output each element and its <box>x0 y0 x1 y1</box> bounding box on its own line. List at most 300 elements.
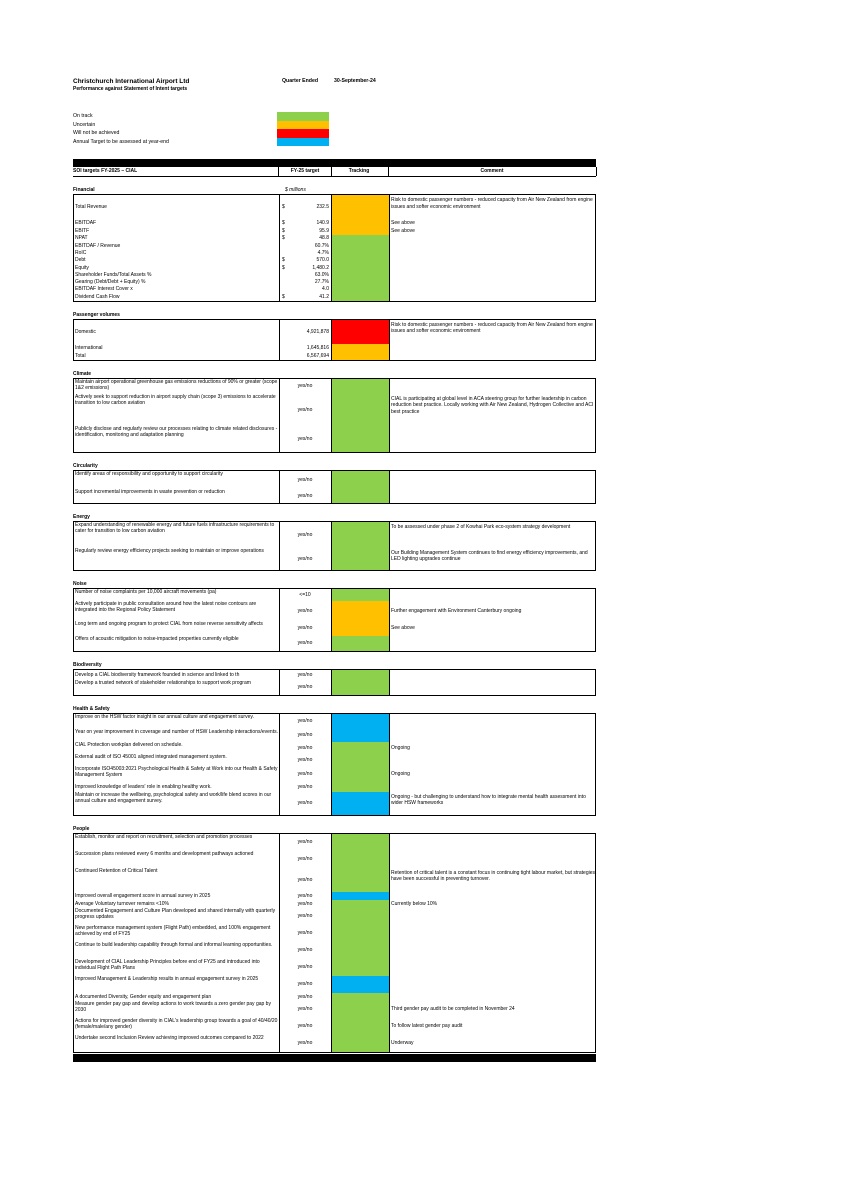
column-divider <box>389 834 390 1052</box>
table-row <box>74 601 595 621</box>
row-label: Maintain airport operational greenhouse gas emissions reductions of 90% or greater (scope 1&2 emissions) <box>75 379 278 392</box>
column-divider <box>389 670 390 695</box>
column-divider <box>331 670 332 695</box>
table-row <box>74 670 595 680</box>
table-row <box>74 320 595 344</box>
tracking-status-green <box>331 766 389 783</box>
tracking-status-green <box>331 489 389 503</box>
row-label: Actively seek to support reduction in airport supply chain (scope 3) emissions to accelerate transition to low carbon aviation <box>75 394 276 407</box>
fy25-target: 95.9 <box>319 228 329 235</box>
tracking-status-green <box>331 243 389 250</box>
fy25-target: yes/no <box>297 756 313 763</box>
column-divider <box>331 471 332 503</box>
legend-label: Will not be achieved <box>73 130 120 137</box>
column-divider <box>279 589 280 651</box>
sections-container <box>73 187 596 1053</box>
row-label: Improve on the HSW factor insight in our annual culture and engagement survey. <box>75 714 254 721</box>
tracking-status-blue <box>331 792 389 815</box>
quarter-date: 30-September-24 <box>334 78 376 84</box>
row-label: Measure gender pay gap and develop actions to work towards a zero gender pay gap by 2030 <box>75 1001 271 1014</box>
table-row <box>74 993 595 1001</box>
row-comment: Ongoing <box>391 744 410 751</box>
row-label: External audit of ISO 45001 aligned integrated management system. <box>75 754 227 761</box>
tracking-status-green <box>331 548 389 570</box>
table-row <box>74 257 595 264</box>
currency-symbol: $ <box>282 220 285 227</box>
report-page <box>73 78 596 1062</box>
section-unit: $ millions <box>285 187 306 194</box>
row-comment: CIAL is participating at global level in ACA steering group for further leadership in carbon reduction best practice. Locally working with Air New Zealand, Hydrogen Collective and ACI best practice <box>391 396 594 415</box>
fy25-target: yes/no <box>297 476 313 483</box>
tracking-status-green <box>331 868 389 892</box>
row-comment: Ongoing <box>391 771 410 778</box>
legend-label: On track <box>73 113 93 119</box>
fy25-target: 4,921,878 <box>306 328 329 335</box>
table-row <box>74 1035 595 1052</box>
fy25-target: yes/no <box>297 1006 313 1013</box>
fy25-target: yes/no <box>297 531 313 538</box>
company-title: Christchurch International Airport Ltd <box>73 78 190 85</box>
quarter-label: Quarter Ended <box>282 78 319 84</box>
tracking-status-green <box>331 636 389 651</box>
fy25-target: yes/no <box>297 744 313 751</box>
legend-label: Annual Target to be assessed at year-end <box>73 138 169 145</box>
fy25-target: yes/no <box>297 607 313 614</box>
fy25-target: 60.7% <box>314 242 329 249</box>
section-title-circularity <box>73 463 596 471</box>
table-row <box>74 925 595 942</box>
table-row <box>74 680 595 695</box>
fy25-target: yes/no <box>297 964 313 971</box>
row-label: Identify areas of responsibility and opportunity to support circularity <box>75 471 223 478</box>
row-label: Incorporate ISO45003:2021 Psychological Health & Safety at Work into our Health & Safety Management System <box>75 766 278 779</box>
fy25-target: yes/no <box>297 492 313 499</box>
table-row <box>74 489 595 503</box>
fy25-target: yes/no <box>297 913 313 920</box>
column-divider <box>389 195 390 301</box>
row-label: International <box>75 345 103 352</box>
tracking-status-green <box>331 272 389 279</box>
fy25-target: yes/no <box>297 625 313 632</box>
legend-item <box>73 138 596 147</box>
section-title-hsw <box>73 706 596 714</box>
section-body-biodiversity <box>73 670 596 696</box>
tracking-status-blue <box>331 892 389 900</box>
tracking-status-green <box>331 286 389 293</box>
fy25-target: yes/no <box>297 930 313 937</box>
row-label: Improved knowledge of leaders' role in enabling healthy work. <box>75 784 212 791</box>
row-label: EBITDAF <box>75 220 97 227</box>
section-title-climate <box>73 371 596 379</box>
section-title-text: Circularity <box>73 463 98 470</box>
fy25-target: yes/no <box>297 839 313 846</box>
row-label: Equity <box>75 264 89 271</box>
fy25-target: yes/no <box>297 732 313 739</box>
row-label: Documented Engagement and Culture Plan developed and shared internally with quarterly progress updates <box>75 908 276 921</box>
fy25-target: yes/no <box>297 406 313 413</box>
fy25-column-header: FY-25 target <box>278 167 332 176</box>
row-label: Offers of acoustic mitigation to noise-impacted properties currently eligible <box>75 636 239 643</box>
section-title-text: Passenger volumes <box>73 312 120 319</box>
tracking-status-green <box>331 379 389 394</box>
tracking-status-blue <box>331 729 389 742</box>
row-comment: To follow latest gender pay audit <box>391 1023 463 1030</box>
tracking-status-green <box>331 250 389 257</box>
currency-symbol: $ <box>282 257 285 264</box>
fy25-target: 140.9 <box>316 220 329 227</box>
column-divider <box>331 834 332 1052</box>
tracking-status-green <box>331 925 389 942</box>
fy25-target: yes/no <box>297 893 313 900</box>
row-label: Development of CIAL Leadership Principles before end of FY25 and introduced into individual Flight Path Plans <box>75 959 260 972</box>
status-legend <box>73 112 596 146</box>
section-title-text: People <box>73 826 90 833</box>
column-divider <box>331 714 332 815</box>
tracking-status-green <box>331 257 389 264</box>
tracking-status-amber <box>331 352 389 360</box>
tracking-status-amber <box>331 219 389 227</box>
column-divider <box>331 379 332 452</box>
tracking-status-green <box>331 742 389 754</box>
fy25-target: 232.5 <box>316 204 329 211</box>
column-divider <box>279 834 280 1052</box>
table-row <box>74 195 595 219</box>
table-row <box>74 900 595 908</box>
tracking-status-amber <box>331 344 389 352</box>
row-label: Publicly disclose and regularly review our processes relating to climate related disclosures - identification, monitoring and adaptation planning <box>75 426 278 439</box>
row-label: Shareholder Funds/Total Assets % <box>75 271 152 278</box>
table-row <box>74 379 595 394</box>
table-row <box>74 522 595 548</box>
table-row <box>74 942 595 959</box>
legend-item <box>73 121 596 130</box>
currency-symbol: $ <box>282 228 285 235</box>
table-row <box>74 636 595 651</box>
tracking-status-green <box>331 1035 389 1052</box>
column-divider <box>279 522 280 570</box>
row-comment: Risk to domestic passenger numbers - reduced capacity from Air New Zealand from engine issues and softer economic environment <box>391 322 593 335</box>
row-label: NPAT <box>75 235 88 242</box>
table-row <box>74 279 595 286</box>
tracking-status-green <box>331 993 389 1001</box>
section-body-climate <box>73 379 596 453</box>
fy25-target: 27.7% <box>314 279 329 286</box>
fy25-target: yes/no <box>297 784 313 791</box>
legend-swatch <box>277 121 329 130</box>
row-label: Actions for improved gender diversity in CIAL's leadership group towards a goal of 40/40/20 (female/male/any gender) <box>75 1018 278 1031</box>
table-row <box>74 892 595 900</box>
tracking-status-green <box>331 394 389 426</box>
tracking-status-green <box>331 754 389 766</box>
header-divider <box>73 159 596 167</box>
table-row <box>74 1018 595 1035</box>
tracking-status-green <box>331 1001 389 1018</box>
fy25-target: yes/no <box>297 672 313 679</box>
row-label: Undertake second Inclusion Review achieving improved outcomes compared to 2022 <box>75 1035 264 1042</box>
table-row <box>74 868 595 892</box>
table-row <box>74 959 595 976</box>
fy25-target: yes/no <box>297 771 313 778</box>
currency-symbol: $ <box>282 235 285 242</box>
section-body-passenger <box>73 320 596 361</box>
row-label: Improved overall engagement score in annual survey in 2025 <box>75 893 211 900</box>
row-comment: Underway <box>391 1040 414 1047</box>
table-row <box>74 426 595 452</box>
fy25-target: yes/no <box>297 994 313 1001</box>
row-label: Develop a CIAL biodiversity framework founded in science and linked to th <box>75 672 240 679</box>
section-title-biodiversity <box>73 662 596 670</box>
tracking-status-green <box>331 279 389 286</box>
tracking-status-green <box>331 670 389 680</box>
table-row <box>74 219 595 227</box>
tracking-status-green <box>331 908 389 925</box>
section-title-text: Biodiversity <box>73 662 102 669</box>
fy25-target: yes/no <box>297 718 313 725</box>
column-divider <box>331 320 332 360</box>
row-comment: Ongoing - but challenging to understand how to integrate mental health assessment into wider HSW frameworks <box>391 794 586 807</box>
column-divider <box>389 320 390 360</box>
section-body-financial <box>73 195 596 302</box>
column-divider <box>331 195 332 301</box>
currency-symbol: $ <box>282 264 285 271</box>
row-label: Support incremental improvements in waste prevention or reduction <box>75 489 225 496</box>
tracking-status-green <box>331 900 389 908</box>
fy25-target: 4.7% <box>317 249 329 256</box>
table-row <box>74 227 595 235</box>
row-comment: Further engagement with Environment Canterbury ongoing <box>391 607 522 614</box>
row-comment: Risk to domestic passenger numbers - reduced capacity from Air New Zealand from engine issues and softer economic environment <box>391 197 593 210</box>
table-row <box>74 714 595 729</box>
table-row <box>74 1001 595 1018</box>
table-row <box>74 294 595 301</box>
fy25-target: yes/no <box>297 555 313 562</box>
table-row <box>74 272 595 279</box>
tracking-status-green <box>331 959 389 976</box>
section-body-hsw <box>73 714 596 816</box>
tracking-status-green <box>331 851 389 868</box>
row-label: EBITDAF / Revenue <box>75 242 121 249</box>
section-body-circularity <box>73 471 596 504</box>
column-header-row <box>73 167 596 177</box>
fy25-target: 41.2 <box>319 293 329 300</box>
fy25-target: yes/no <box>297 981 313 988</box>
row-comment: See above <box>391 625 415 632</box>
tracking-status-green <box>331 834 389 851</box>
table-row <box>74 235 595 242</box>
fy25-target: <=10 <box>299 591 311 598</box>
comment-column-header: Comment <box>388 167 597 176</box>
row-label: Debt <box>75 257 86 264</box>
row-label: RoIC <box>75 249 87 256</box>
fy25-target: yes/no <box>297 1023 313 1030</box>
section-body-noise <box>73 589 596 652</box>
row-comment: See above <box>391 228 415 235</box>
row-label: Number of noise complaints per 10,000 aircraft movements (pa) <box>75 589 217 596</box>
fy25-target: yes/no <box>297 901 313 908</box>
table-row <box>74 742 595 754</box>
tracking-status-amber <box>331 195 389 219</box>
row-label: Continue to build leadership capability through formal and informal learning opportunities. <box>75 942 273 949</box>
column-divider <box>331 589 332 651</box>
table-row <box>74 783 595 792</box>
table-row <box>74 394 595 426</box>
tracking-column-header: Tracking <box>330 167 389 176</box>
section-title-passenger <box>73 312 596 320</box>
table-row <box>74 834 595 851</box>
tracking-status-green <box>331 1018 389 1035</box>
fy25-target: yes/no <box>297 856 313 863</box>
row-label: Domestic <box>75 329 96 336</box>
row-comment: Currently below 10% <box>391 901 438 908</box>
row-label: Continued Retention of Critical Talent <box>75 868 158 875</box>
row-label: Year on year improvement in coverage and number of HSW Leadership interactions/events. <box>75 729 278 736</box>
column-divider <box>279 471 280 503</box>
legend-label: Uncertain <box>73 121 96 128</box>
row-label: Succession plans reviewed every 6 months and development pathways actioned <box>75 851 254 858</box>
fy25-target: 570.0 <box>316 257 329 264</box>
row-label: Dividend Cash Flow <box>75 293 120 300</box>
table-row <box>74 352 595 360</box>
tracking-status-green <box>331 942 389 959</box>
row-label: Actively participate in public consultation around how the latest noise contours are integrated into the Regional Policy Statement <box>75 601 257 614</box>
row-label: Maintain or increase the wellbeing, psychological safety and work/life blend scores in our annual culture and engagement survey. <box>75 792 272 805</box>
table-row <box>74 548 595 570</box>
fy25-target: yes/no <box>297 876 313 883</box>
fy25-target: 1,645,816 <box>306 345 329 352</box>
table-row <box>74 908 595 925</box>
fy25-target: 48.8 <box>319 235 329 242</box>
fy25-target: yes/no <box>297 640 313 647</box>
table-row <box>74 589 595 601</box>
legend-item <box>73 112 596 121</box>
fy25-target: 1,480.2 <box>312 264 329 271</box>
table-row <box>74 471 595 489</box>
section-title-financial <box>73 187 596 195</box>
column-divider <box>389 379 390 452</box>
fy25-target: yes/no <box>297 947 313 954</box>
table-row <box>74 792 595 815</box>
row-label: Establish, monitor and report on recruitment, selection and promotion processes <box>75 834 253 841</box>
row-label: New performance management system (Flight Path) embedded, and 100% engagement achieved by end of FY25 <box>75 925 271 938</box>
fy25-target: yes/no <box>297 800 313 807</box>
section-title-noise <box>73 581 596 589</box>
report-subtitle: Performance against Statement of Intent targets <box>73 86 188 92</box>
column-divider <box>389 589 390 651</box>
table-row <box>74 265 595 272</box>
tracking-status-blue <box>331 976 389 993</box>
table-row <box>74 976 595 993</box>
table-row <box>74 766 595 783</box>
section-title-text: Noise <box>73 581 87 588</box>
row-label: A documented Diversity, Gender equity and engagement plan <box>75 994 212 1001</box>
table-row <box>74 243 595 250</box>
column-divider <box>279 379 280 452</box>
row-comment: Our Building Management System continues to find energy efficiency improvements, and LED lighting upgrades continue <box>391 550 588 563</box>
fy25-target: 4.0 <box>322 286 329 293</box>
targets-column-header: SOI targets FY-2025 – CIAL <box>73 168 138 175</box>
column-divider <box>279 195 280 301</box>
currency-symbol: $ <box>282 293 285 300</box>
fy25-target: yes/no <box>297 684 313 691</box>
table-row <box>74 754 595 766</box>
tracking-status-green <box>331 783 389 792</box>
column-divider <box>279 714 280 815</box>
row-label: Total Revenue <box>75 204 107 211</box>
table-row <box>74 286 595 293</box>
table-row <box>74 621 595 636</box>
row-label: Develop a trusted network of stakeholder relationships to support work program <box>75 680 251 687</box>
column-divider <box>279 320 280 360</box>
table-row <box>74 344 595 352</box>
row-label: EBITDAF Interest Cover x <box>75 286 133 293</box>
table-row <box>74 250 595 257</box>
section-title-text: Climate <box>73 371 92 378</box>
section-title-energy <box>73 514 596 522</box>
column-divider <box>331 522 332 570</box>
column-divider <box>389 522 390 570</box>
row-comment: Retention of critical talent is a constant focus in continuing tight labour market, but strategies have been successful in preventing turnover. <box>391 870 595 883</box>
fy25-target: yes/no <box>297 1040 313 1047</box>
currency-symbol: $ <box>282 204 285 211</box>
section-title-text: Energy <box>73 514 90 521</box>
legend-swatch <box>277 112 329 121</box>
tracking-status-green <box>331 589 389 601</box>
row-label: Total <box>75 353 86 360</box>
tracking-status-green <box>331 522 389 548</box>
table-row <box>74 851 595 868</box>
legend-swatch <box>277 129 329 138</box>
row-comment: See above <box>391 220 415 227</box>
tracking-status-red <box>331 320 389 344</box>
legend-swatch <box>277 138 329 147</box>
section-title-text: Financial <box>73 187 95 194</box>
row-comment: To be assessed under phase 2 of Kowhai Park eco-system strategy development <box>391 524 571 531</box>
tracking-status-green <box>331 294 389 301</box>
row-comment: Third gender pay audit to be completed in November 24 <box>391 1006 515 1013</box>
fy25-target: yes/no <box>297 383 313 390</box>
table-row <box>74 729 595 742</box>
row-label: Long term and ongoing program to protect CIAL from noise reverse sensitivity affects <box>75 621 263 628</box>
row-label: Average Voluntary turnover remains <10% <box>75 901 169 908</box>
section-body-people <box>73 834 596 1053</box>
row-label: Expand understanding of renewable energy and future fuels infrastructure requirements to cater for transition to low carbon aviation <box>75 522 275 535</box>
row-label: EBITF <box>75 228 90 235</box>
column-divider <box>389 471 390 503</box>
fy25-target: 63.0% <box>314 271 329 278</box>
tracking-status-green <box>331 471 389 489</box>
footer-divider <box>73 1054 596 1062</box>
section-body-energy <box>73 522 596 571</box>
tracking-status-amber <box>331 601 389 621</box>
row-label: Gearing (Debt/Debt + Equity) % <box>75 279 146 286</box>
fy25-target: yes/no <box>297 435 313 442</box>
tracking-status-amber <box>331 621 389 636</box>
tracking-status-amber <box>331 227 389 235</box>
tracking-status-green <box>331 265 389 272</box>
fy25-target: 6,567,694 <box>306 353 329 360</box>
row-label: Regularly review energy efficiency projects seeking to maintain or improve operations <box>75 548 264 555</box>
column-divider <box>279 670 280 695</box>
section-title-text: Health & Safety <box>73 706 110 713</box>
column-divider <box>389 714 390 815</box>
legend-item <box>73 129 596 138</box>
section-title-people <box>73 826 596 834</box>
row-label: Improved Management & Leadership results in annual engagement survey in 2025 <box>75 976 259 983</box>
tracking-status-green <box>331 426 389 452</box>
tracking-status-green <box>331 680 389 695</box>
tracking-status-green <box>331 235 389 242</box>
tracking-status-blue <box>331 714 389 729</box>
